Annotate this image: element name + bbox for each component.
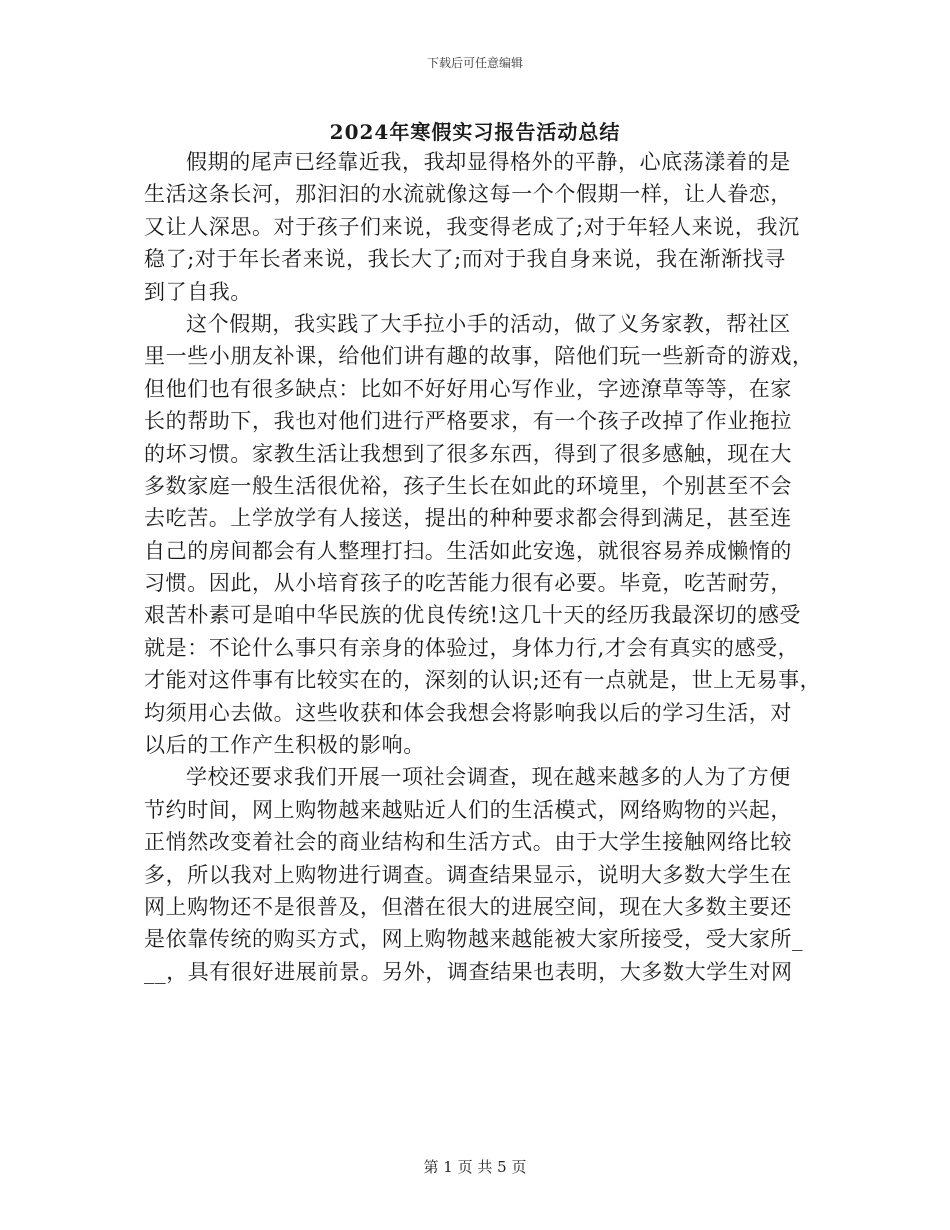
text-line: 艰苦朴素可是咱中华民族的优良传统!这几十天的经历我最深切的感受 (144, 603, 802, 628)
text-line: 长的帮助下，我也对他们进行严格要求，有一个孩子改掉了作业拖拉 (144, 409, 792, 434)
text-line: 但他们也有很多缺点：比如不好好用心写作业，字迹潦草等等，在家 (144, 376, 792, 401)
text-line: 多数家庭一般生活很优裕，孩子生长在如此的环境里，个别甚至不会 (144, 473, 792, 498)
text-line: 就是：不论什么事只有亲身的体验过，身体力行,才会有真实的感受， (144, 635, 800, 660)
text-line: 均须用心去做。这些收获和体会我想会将影响我以后的学习生活，对 (144, 700, 792, 725)
text-line: 去吃苦。上学放学有人接送，提出的种种要求都会得到满足，甚至连 (144, 506, 792, 531)
text-line: 才能对这件事有比较实在的，深刻的认识;还有一点就是，世上无易事， (144, 668, 822, 693)
text-line: 正悄然改变着社会的商业结构和生活方式。由于大学生接触网络比较 (144, 830, 792, 855)
text-line: 自己的房间都会有人整理打扫。生活如此安逸，就很容易养成懒惰的 (144, 538, 792, 563)
document-body (144, 146, 824, 988)
text-line: 里一些小朋友补课，给他们讲有趣的故事，陪他们玩一些新奇的游戏， (144, 344, 814, 369)
text-line: 的坏习惯。家教生活让我想到了很多东西，得到了很多感触，现在大 (144, 441, 792, 466)
text-line: __，具有很好进展前景。另外，调查结果也表明，大多数大学生对网 (144, 959, 793, 984)
text-line: 学校还要求我们开展一项社会调查，现在越来越多的人为了方便 (186, 765, 791, 790)
text-line: 这个假期，我实践了大手拉小手的活动，做了义务家教，帮社区 (186, 311, 791, 336)
paragraph-3 (144, 761, 824, 988)
text-line: 生活这条长河，那汩汩的水流就像这每一个个假期一样，让人眷恋， (144, 182, 792, 207)
paragraph-1 (144, 146, 824, 308)
text-line: 网上购物还不是很普及，但潜在很大的进展空间，现在大多数主要还 (144, 894, 792, 919)
text-line: 节约时间，网上购物越来越贴近人们的生活模式，网络购物的兴起， (144, 797, 792, 822)
page-header-note: 下载后可任意编辑 (426, 56, 523, 70)
document-title: 2024年寒假实习报告活动总结 (329, 120, 621, 144)
page-number-footer: 第 1 页 共 5 页 (423, 1158, 527, 1176)
text-line: 又让人深思。对于孩子们来说，我变得老成了;对于年轻人来说，我沉 (144, 214, 800, 239)
text-line: 到了自我。 (144, 279, 252, 304)
text-line: 多，所以我对上购物进行调查。调查结果显示，说明大多数大学生在 (144, 862, 792, 887)
text-line: 是依靠传统的购买方式，网上购物越来越能被大家所接受，受大家所_ (144, 927, 804, 952)
text-line: 稳了;对于年长者来说，我长大了;而对于我自身来说，我在渐渐找寻 (144, 247, 786, 272)
text-line: 习惯。因此，从小培育孩子的吃苦能力很有必要。毕竟，吃苦耐劳， (144, 571, 792, 596)
paragraph-2 (144, 308, 824, 761)
text-line: 假期的尾声已经靠近我，我却显得格外的平静，心底荡漾着的是 (186, 150, 791, 174)
text-line: 以后的工作产生积极的影响。 (144, 733, 425, 758)
